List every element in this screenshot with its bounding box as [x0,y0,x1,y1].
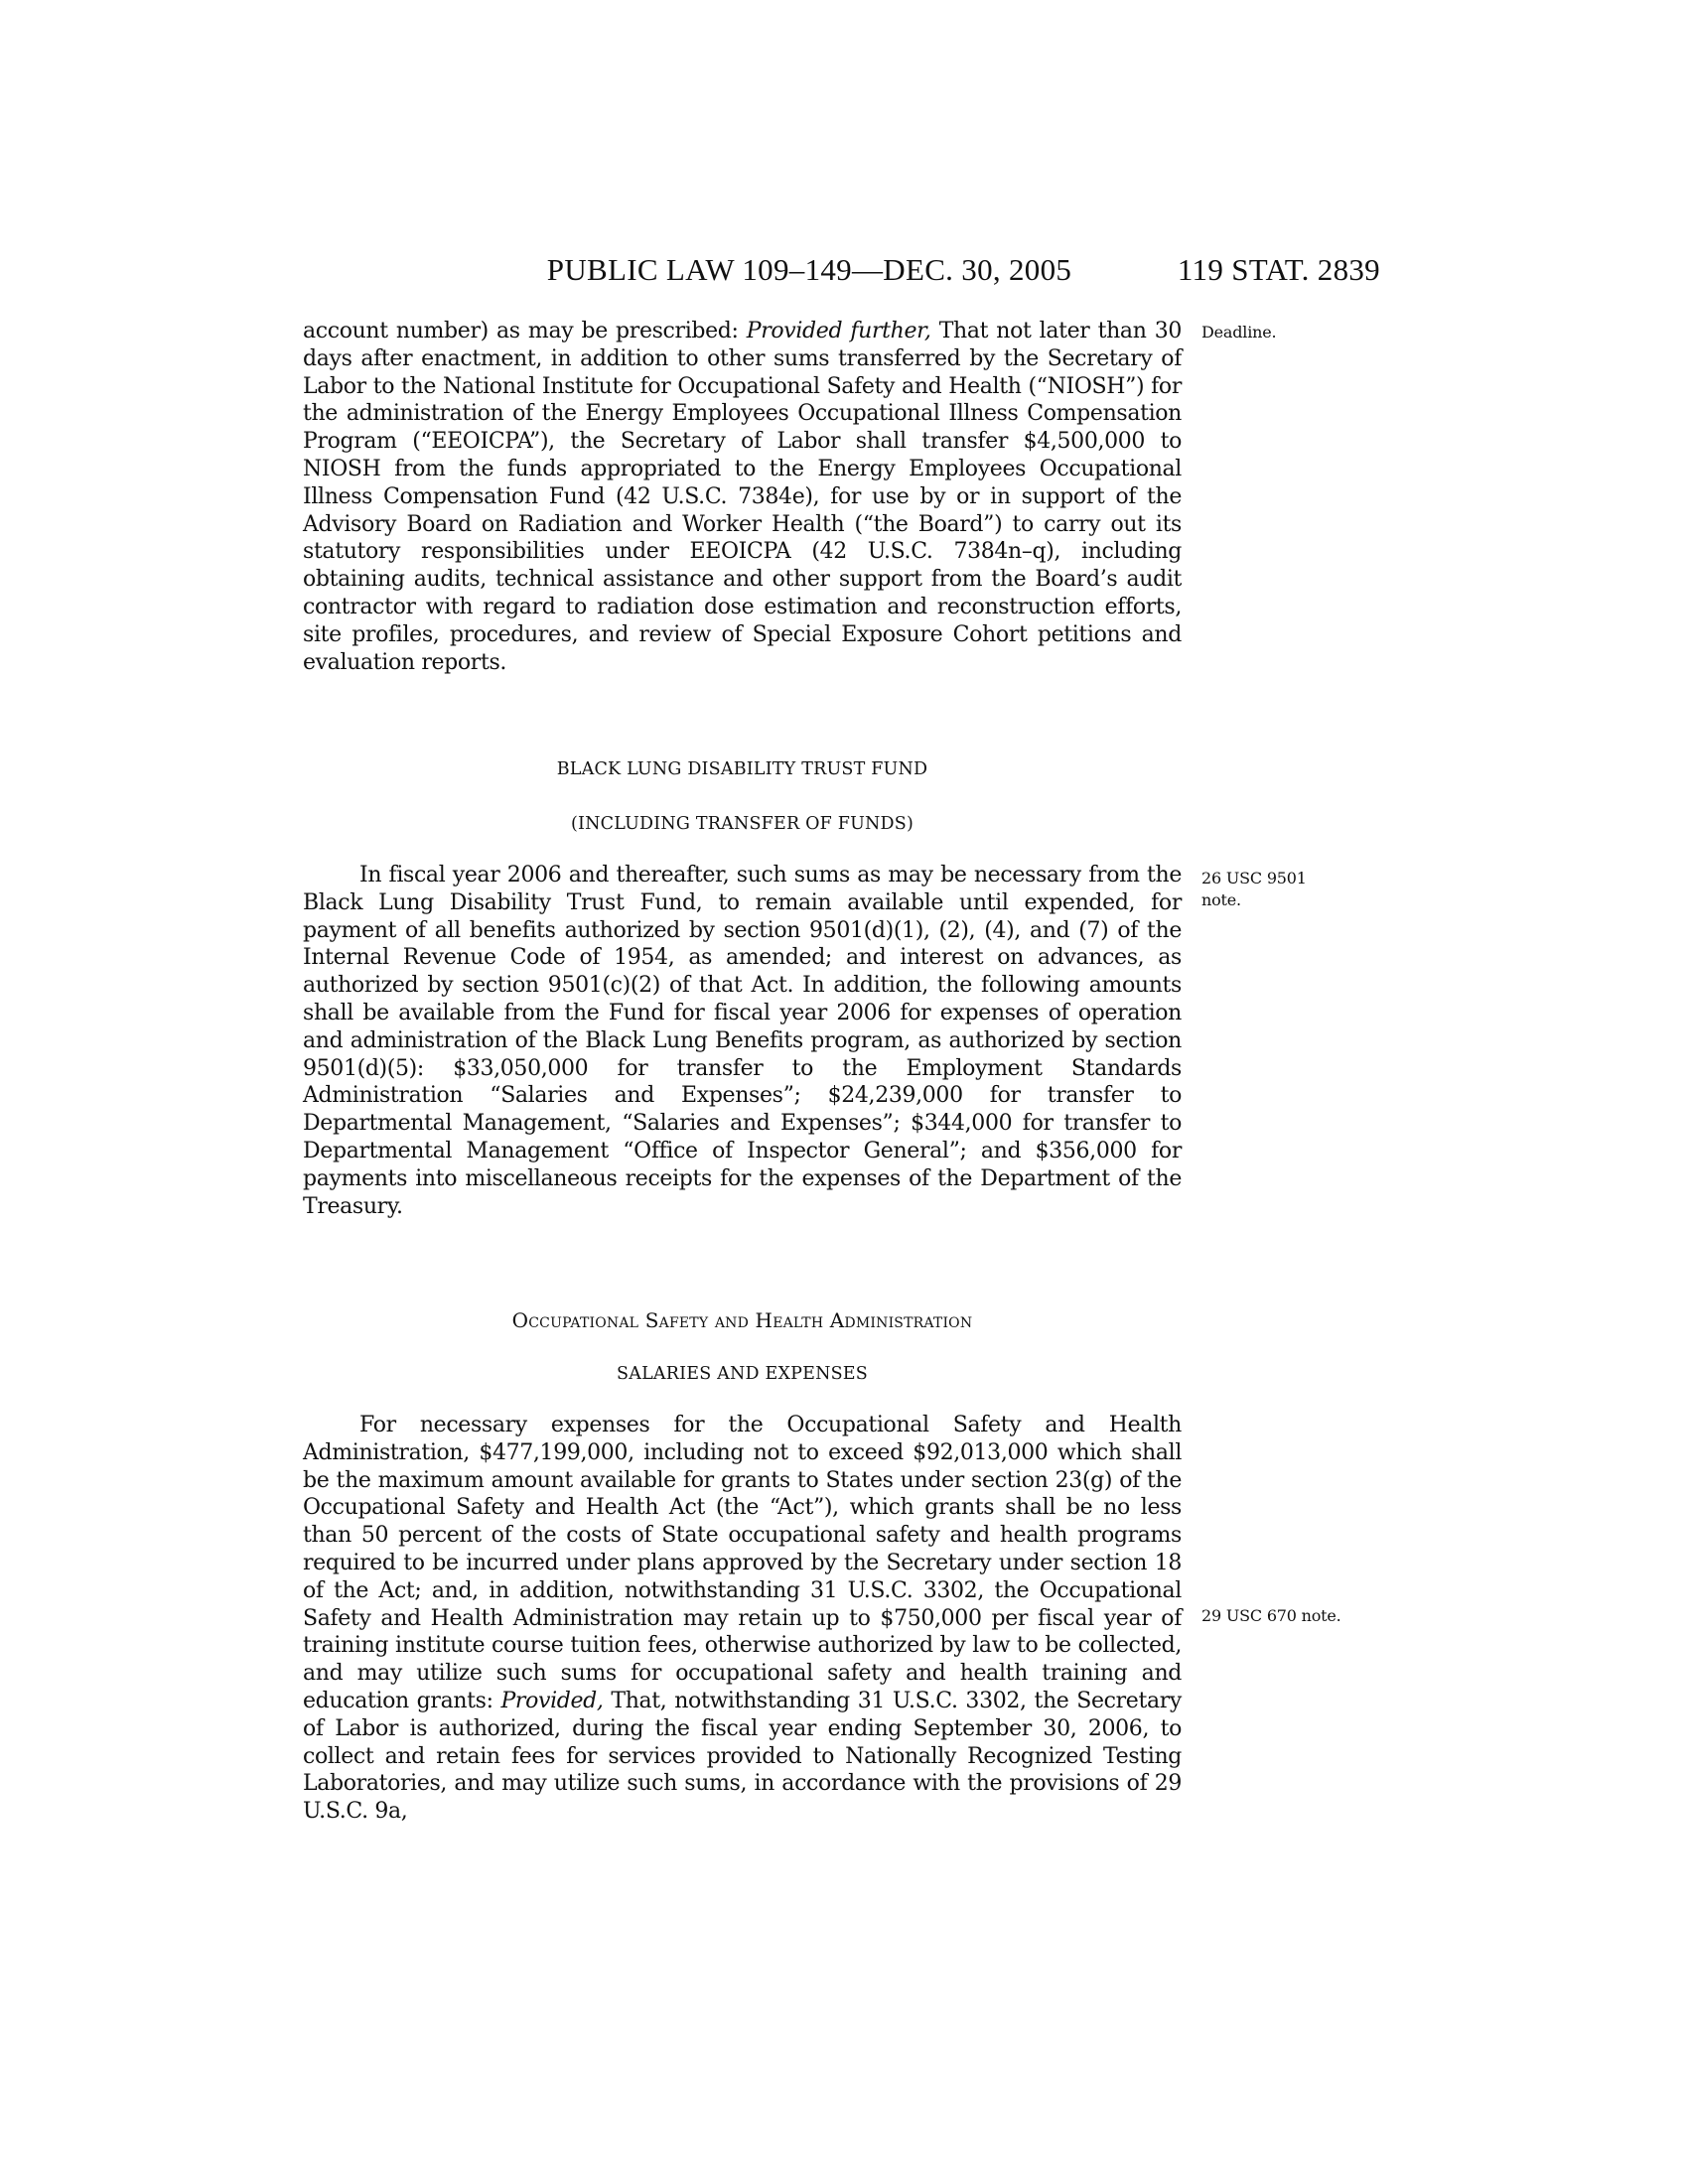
paragraph-black-lung [303,862,1182,1220]
paragraph-niosh-transfer [303,318,1182,676]
running-header [298,252,1380,296]
paragraph-osha-expenses [303,1412,1182,1826]
paragraph-text: In fiscal year 2006 and thereafter, such sums as may be necessary from the Black Lung Disability Trust Fund, to remain available until expended, for payment of all benefits authorized by section 9501(d)(1), (2), (4), and (7) of the Internal Revenue Code of 1954, as amended; and interest on advances, as authorized by section 9501(c)(2) of that Act. In addition, the following amounts shall be available from the Fund for fiscal year 2006 for expenses of operation and administration of the Black Lung Benefits program, as authorized by section 9501(d)(5): $33,050,000 for transfer to the Employment Standards Administration “Salaries and Expenses”; $24,239,000 for transfer to Departmental Management, “Salaries and Expenses”; $344,000 for transfer to Departmental Management “Office of Inspector General”; and $356,000 for payments into miscellaneous receipts for the expenses of the Department of the Treasury. [303,863,1182,1219]
paragraph-text: That, notwithstanding 31 U.S.C. 3302, the Secretary of Labor is authorized, during the fiscal year ending September 30, 2006, to collect and retain fees for services provided to Nationally Recognized Testing Laboratories, and may utilize such sums, in accordance with the provisions of 29 U.S.C. 9a, [303,1688,1182,1825]
margin-note-26-usc-9501: 26 USC 9501 note. [1201,869,1307,909]
paragraph-text: For necessary expenses for the Occupational Safety and Health Administration, $477,199,000, including not to exceed $92,013,000 which shall be the maximum amount available for grants to States under section 23(g) of the Occupational Safety and Health Act (the “Act”), which grants shall be no less than 50 percent of the costs of State occupational safety and health programs required to be incurred under plans approved by the Secretary under section 18 of the Act; and, in addition, notwithstanding 31 U.S.C. 3302, the Occupational Safety and Health Administration may retain up to $750,000 per fiscal year of training institute course tuition fees, otherwise authorized by law to be collected, and may utilize such sums for occupational safety and health training and education grants: [303,1413,1182,1713]
header-stat-page: 119 STAT. 2839 [1177,252,1380,287]
paragraph-text: account number) as may be prescribed: [303,319,747,343]
section-heading-black-lung: BLACK LUNG DISABILITY TRUST FUND [556,759,928,779]
paragraph-text: That not later than 30 days after enactment, in addition to other sums transferred by the Secretary of Labor to the National Institute for Occupational Safety and Health (“NIOSH”) for the administration of the Energy Employees Occupational Illness Compensation Program (“EEOICPA”), the Secretary of Labor shall transfer $4,500,000 to NIOSH from the funds appropriated to the Energy Employees Occupational Illness Compensation Fund (42 U.S.C. 7384e), for use by or in support of the Advisory Board on Radiation and Worker Health (“the Board”) to carry out its statutory responsibilities under EEOICPA (42 U.S.C. 7384n–q), including obtaining audits, technical assistance and other support from the Board’s audit contractor with regard to radiation dose estimation and reconstruction efforts, site profiles, procedures, and review of Special Exposure Cohort petitions and evaluation reports. [303,319,1182,675]
section-heading-osha: Occupational Safety and Health Administration [511,1308,973,1332]
margin-note-29-usc-670: 29 USC 670 note. [1201,1606,1341,1625]
section-subheading-transfer: (INCLUDING TRANSFER OF FUNDS) [571,814,914,834]
proviso-italic: Provided further, [746,319,931,343]
margin-note-deadline: Deadline. [1201,323,1277,341]
header-title: PUBLIC LAW 109–149—DEC. 30, 2005 [546,252,1072,287]
section-subheading-salaries: SALARIES AND EXPENSES [617,1364,868,1384]
proviso-italic: Provided, [500,1688,604,1713]
